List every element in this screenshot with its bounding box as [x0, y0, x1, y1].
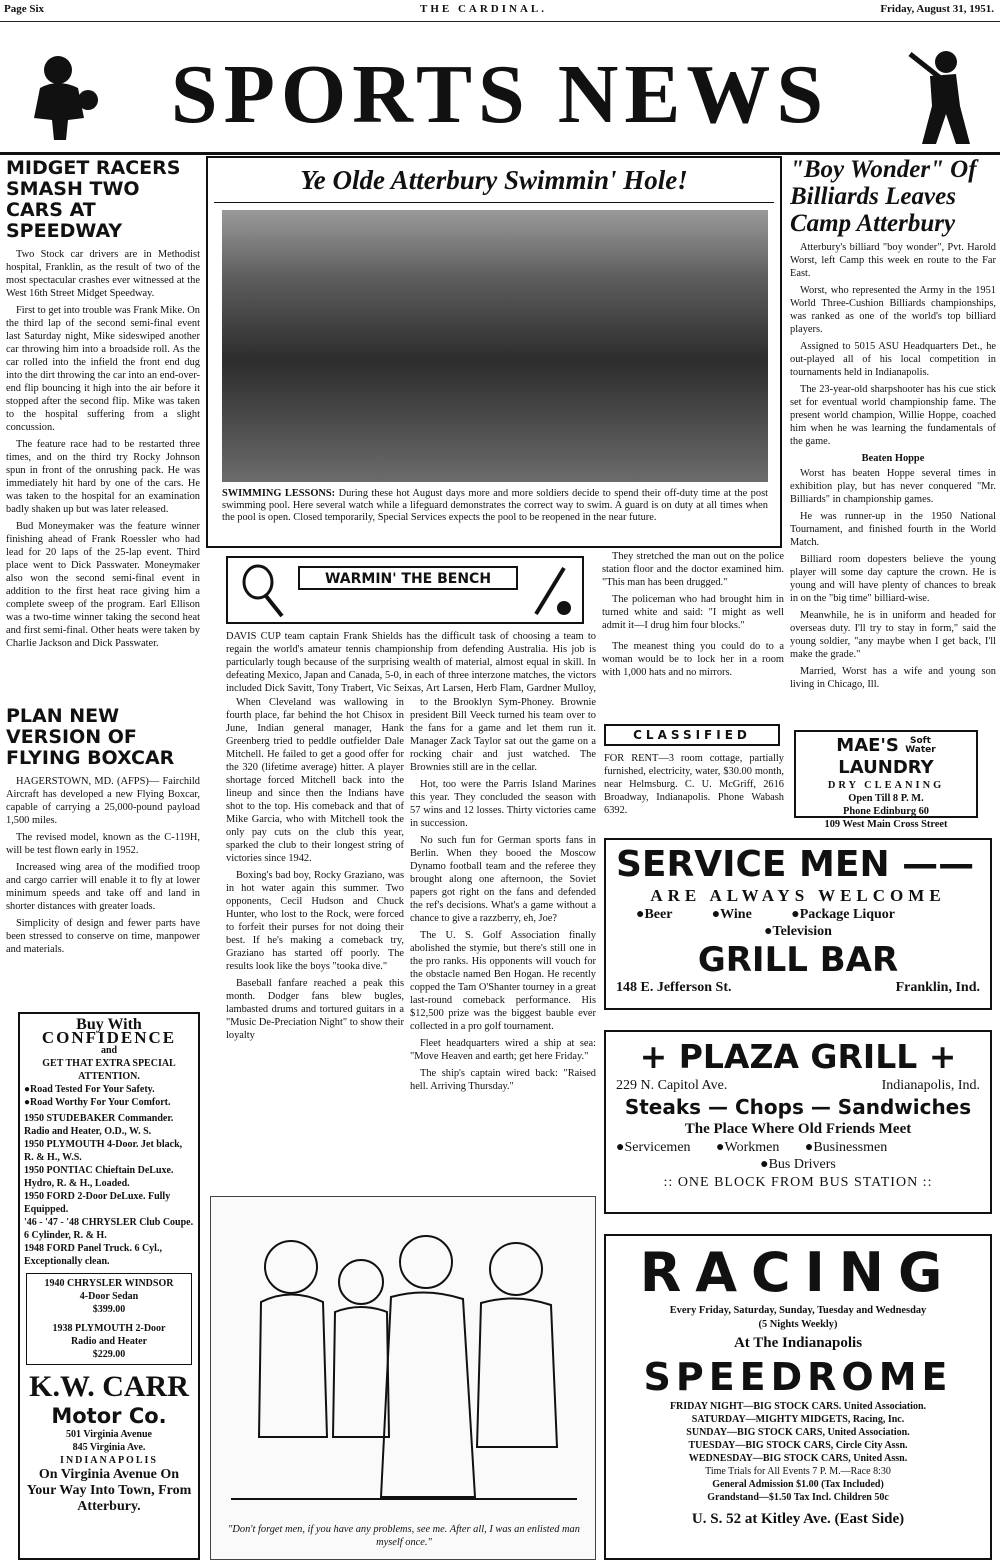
paragraph: The U. S. Golf Association finally abolished the stymie, but there's still one in the pro ranks. His opponents will vouch for the obstacle named Ben Hogan. He recently copped the Tam O'Shanter tourney in a great last-round comeback performance. His $12,500 prize was the biggest bauble ever collected in a pro golf tournament.	[410, 930, 596, 1032]
racing-location: U. S. 52 at Kitley Ave. (East Side)	[691, 1511, 905, 1527]
dealer-slogan: On Virginia Avenue On Your Way Into Town, From Atterbury.	[26, 1467, 192, 1514]
maes-hours: Open Till 8 P. M.	[848, 793, 924, 804]
paragraph: Simplicity of design and fewer parts have been stressed to conserve on time, manpower and materials.	[6, 918, 200, 955]
car-listing: 1948 FORD Panel Truck. 6 Cyl., Exceptionally clean.	[24, 1243, 162, 1267]
paragraph: When Cleveland was wallowing in fourth place, far behind the hot Chisox in June, Indian general manager, Hank Greenberg tried to peddle outfielder Dale Mitchell. He failed to get a good offer for the 320 (lifetime average) hitter. A player shortage forced Mitchell back into the lineup and since then the Indians have shot to the top. His comeback and that of Mike Garcia, who with Mitchell took the only pay cuts on the club this year, sparked the club to their longest string of victories since 1942.	[226, 697, 404, 864]
bench-column-2	[410, 696, 596, 1186]
maes-name: MAE'S	[836, 735, 899, 756]
photo-feature	[206, 156, 782, 548]
plaza-menu: Steaks — Chops — Sandwiches	[624, 1095, 972, 1119]
car-listing: 1950 PONTIAC Chieftain DeLuxe. Hydro, R. & H., Loaded.	[24, 1165, 174, 1189]
cartoon-caption: "Don't forget men, if you have any problems, see me. After all, I was an enlisted man myself once."	[228, 1524, 580, 1548]
paragraph: Worst, who represented the Army in the 1951 World Three-Cushion Billiards championships, was ranked as one of the world's top billiard players.	[790, 285, 996, 335]
racing-schedule-row: SUNDAY—BIG STOCK CARS, United Association.	[686, 1427, 910, 1438]
ad-maes-laundry	[794, 730, 978, 830]
grill-welcome: ARE ALWAYS WELCOME	[650, 886, 946, 905]
racket-icon	[238, 564, 288, 618]
paragraph: Two Stock car drivers are in Methodist hospital, Franklin, as the result of two of the most spectacular crashes ever witnessed at the West 16th Street Midget Speedway.	[6, 249, 200, 299]
photo-title: Ye Olde Atterbury Swimmin' Hole!	[214, 158, 774, 203]
subhead-beaten-hoppe: Beaten Hoppe	[861, 453, 925, 464]
swimming-pool-photo	[222, 210, 768, 482]
photo-caption	[222, 488, 768, 524]
jokes-column	[602, 550, 784, 716]
racing-schedule-row: WEDNESDAY—BIG STOCK CARS, United Assn.	[688, 1453, 908, 1464]
story-billiards	[790, 156, 996, 722]
paragraph: The meanest thing you could do to a woman would be to lock her in a room with 1,000 hats and no mirrors.	[602, 641, 784, 678]
headline-midget-racers: MIDGET RACERS SMASH TWO CARS AT SPEEDWAY	[6, 158, 181, 242]
paragraph: Meanwhile, he is in uniform and headed for overseas duty. I'll try to stay in form," said the young soldier, "any maybe when I get back, I'll make the grade."	[790, 610, 996, 660]
bench-title: WARMIN' THE BENCH	[298, 566, 518, 590]
plaza-name: + PLAZA GRILL +	[639, 1037, 957, 1076]
paragraph: Atterbury's billiard "boy wonder", Pvt. Harold Worst, left Camp this week en route to the Far East.	[790, 242, 996, 279]
racing-at: At The Indianapolis	[733, 1335, 863, 1351]
paragraph: Assigned to 5015 ASU Headquarters Det., he out-played all of his local competition in tournaments held in Indianapolis.	[790, 341, 996, 378]
ad-line: Buy With	[76, 1016, 142, 1033]
grill-name: GRILL BAR	[697, 940, 899, 980]
masthead-rule	[0, 152, 1000, 155]
paragraph: HAGERSTOWN, MD. (AFPS)— Fairchild Aircraft has developed a new Flying Boxcar, capable of carrying a 25,000-pound payload 1,500 miles.	[6, 776, 200, 826]
racing-schedule-row: SATURDAY—MIGHTY MIDGETS, Racing, Inc.	[691, 1414, 905, 1425]
grill-item: ●Beer	[636, 907, 673, 922]
plaza-footer: :: ONE BLOCK FROM BUS STATION ::	[663, 1175, 933, 1190]
story-flying-boxcar	[6, 706, 200, 1006]
grill-item: ●Wine	[711, 907, 752, 922]
special-price: $229.00	[92, 1349, 126, 1360]
grill-item: ●Package Liquor	[791, 907, 896, 922]
plaza-who: ●Servicemen	[616, 1140, 691, 1155]
plaza-city: Indianapolis, Ind.	[881, 1078, 980, 1093]
batter-figure-icon	[890, 44, 986, 152]
masthead-title: SPORTS NEWS	[170, 48, 830, 141]
dealer-name: K.W. CARR	[29, 1370, 189, 1403]
paragraph: Married, Worst has a wife and young son living in Chicago, Ill.	[790, 666, 996, 690]
racing-nights: (5 Nights Weekly)	[758, 1319, 838, 1330]
cartoon-drawing-icon	[231, 1207, 577, 1517]
special-detail: 4-Door Sedan	[79, 1291, 139, 1302]
story-midget-racers	[6, 158, 200, 698]
plaza-who: ●Businessmen	[804, 1140, 888, 1155]
paragraph: Increased wing area of the modified troop and cargo carrier will enable it to fly at lower minimum speeds and take off and land in shorter distances with greater loads.	[6, 862, 200, 912]
catcher-figure-icon	[18, 48, 108, 148]
ad-line: CONFIDENCE	[41, 1028, 177, 1047]
maes-dry-cleaning: DRY CLEANING	[827, 780, 945, 791]
grill-address: 148 E. Jefferson St.	[616, 980, 732, 995]
bench-lead	[226, 630, 596, 696]
paragraph: The feature race had to be restarted three times, and on the third try Rocky Johnson spun in front of the onrushing pack. He was immediately hit hard by one of the cars. He was taken to the hospital for an examination badly shaken up but was later released.	[6, 439, 200, 515]
paragraph: They stretched the man out on the police station floor and the doctor examined him. "This man has been drugged."	[602, 551, 784, 588]
maes-water: Water	[905, 745, 936, 755]
plaza-who: ●Bus Drivers	[760, 1157, 836, 1172]
paragraph: The policeman who had brought him in turned white and said: "I might as well admit it—I drug him four blocks."	[602, 594, 784, 631]
classified-header: CLASSIFIED	[604, 724, 780, 746]
paragraph: Hot, too were the Parris Island Marines this year. They concluded the season with 57 wins and 12 losses. Thirty victories came in succession.	[410, 779, 596, 829]
racing-trials: Time Trials for All Events 7 P. M.—Race 8:30	[705, 1466, 891, 1477]
special-price: $399.00	[92, 1304, 126, 1315]
grill-tv: ●Television	[764, 924, 832, 939]
cartoon-panel	[210, 1196, 596, 1560]
paragraph: First to get into trouble was Frank Mike. On the third lap of the second semi-final event last Saturday night, Mike sideswiped another car throwing him into a broadside roll. As the car rolled into the infield the front end dug into the dirt throwing the car into an end-over-end flip bouncing it high into the air before it stopped after the second flip. Mike was taken to the hospital suffering from a slight concussion.	[6, 305, 200, 433]
ad-bullet: ●Road Worthy For Your Comfort.	[24, 1097, 171, 1108]
bench-banner	[226, 556, 584, 624]
paragraph: FOR RENT—3 room cottage, partially furnished, electricity, water, $30.00 month, near Helmsburg. C. U. McGriff, 2616 Broadway, Indianapolis. Phone Wabash 6392.	[604, 753, 784, 816]
special-name: 1938 PLYMOUTH 2-Door	[52, 1323, 166, 1334]
maes-laundry: LAUNDRY	[838, 757, 934, 778]
headline-billiards: "Boy Wonder" Of Billiards Leaves Camp Atterbury	[790, 156, 977, 237]
paragraph: Worst has beaten Hoppe several times in exhibition play, but has never conquered "Mr. Billiards" in championship games.	[790, 468, 996, 505]
car-listing: '46 - '47 - '48 CHRYSLER Club Coupe. 6 Cylinder, R. & H.	[24, 1217, 194, 1241]
paragraph: DAVIS CUP team captain Frank Shields has the difficult task of choosing a team to regain the world's amateur tennis championship from defending Australia. His job is particularly tough because of the surprising wealth of material, almost equal in skill. In defeating Mexico, Japan and Canada, 5-0, in each of three interzone matches, the victors included Dick Savitt, Tony Trabert, Vic Seixas, Art Larsen, Herb Flam, Gardner Mulloy,	[226, 631, 596, 694]
special-cars-box	[26, 1273, 192, 1365]
dealer-address: 845 Virginia Ave.	[72, 1442, 146, 1453]
ad-plaza-grill	[604, 1030, 992, 1214]
issue-date: Friday, August 31, 1951.	[880, 3, 994, 15]
paragraph: Bud Moneymaker was the feature winner finishing ahead of Frank Roessler who had lead for 20 laps of the 25-lap event. Third place went to Dick Passwater. Moneymaker also won the second semi-final event in addition to the first heat race giving him a complete sweep of the program. Earl Ellison was a two-time winner taking the second heat and first semi-final. Other heats were taken by Charlie Jackson and Dick Passwater.	[6, 521, 200, 649]
caption-lead: SWIMMING LESSONS:	[222, 488, 336, 499]
headline-flying-boxcar: PLAN NEW VERSION OF FLYING BOXCAR	[6, 706, 175, 769]
paragraph: No such fun for German sports fans in Berlin. When they booed the Moscow Dynamo football team and the referee they brought along one afternoon, the Soviet papers got right on the fans and defended the ref's decisions. What's a game without a chance to give a razzberry, eh, Joe?	[410, 835, 596, 924]
paragraph: Baseball fanfare reached a peak this month. Dodger fans blew bugles, lambasted drums and tortured guitars in a "Music De-Preciation Night" to show their loyalty	[226, 978, 404, 1041]
dealer-subname: Motor Co.	[51, 1404, 167, 1428]
page-number: Page Six	[4, 3, 45, 15]
racing-admission: Grandstand—$1.50 Tax Incl. Children 50c	[707, 1492, 889, 1503]
car-listing: 1950 STUDEBAKER Commander. Radio and Heater, O.D., W. S.	[24, 1113, 174, 1137]
plaza-who: ●Workmen	[716, 1140, 780, 1155]
paragraph: The 23-year-old sharpshooter has his cue stick set for eventual world championship fame. The present world champion, Willie Hoppe, coached him when he was learning the fundamentals of the game.	[790, 384, 996, 447]
plaza-address: 229 N. Capitol Ave.	[616, 1078, 728, 1093]
maes-soft: Soft	[910, 736, 931, 746]
paragraph: Fleet headquarters wired a ship at sea: "Move Heaven and earth; get here Friday."	[410, 1038, 596, 1062]
racing-schedule-row: TUESDAY—BIG STOCK CARS, Circle City Assn.	[688, 1440, 908, 1451]
ad-racing	[604, 1234, 992, 1560]
special-detail: Radio and Heater	[70, 1336, 148, 1347]
dealer-address: 501 Virginia Avenue	[66, 1429, 152, 1440]
paragraph: The ship's captain wired back: "Raised hell. Arriving Thursday."	[410, 1068, 596, 1092]
ad-grill-bar	[604, 838, 992, 1010]
car-listing: 1950 FORD 2-Door DeLuxe. Fully Equipped.	[24, 1191, 171, 1215]
grill-headline: SERVICE MEN ——	[616, 844, 975, 885]
ad-line: and	[100, 1045, 118, 1056]
car-listing: 1950 PLYMOUTH 4-Door. Jet black, R. & H., W.S.	[24, 1139, 183, 1163]
paragraph: The revised model, known as the C-119H, will be test flown early in 1952.	[6, 832, 200, 856]
classified-listing	[604, 752, 784, 832]
paper-name: THE CARDINAL.	[420, 3, 548, 15]
racing-venue: SPEEDROME	[643, 1355, 953, 1399]
racing-days: Every Friday, Saturday, Sunday, Tuesday and Wednesday	[669, 1305, 927, 1316]
paragraph: Billiard room dopesters believe the young player will some day capture the crown. He is young and will have plenty of chances to break in on the "big time" billiard-wise.	[790, 554, 996, 604]
maes-phone: Phone Edinburg 60	[842, 806, 930, 817]
grill-city: Franklin, Ind.	[895, 980, 980, 995]
racing-schedule-row: FRIDAY NIGHT—BIG STOCK CARS. United Association.	[669, 1401, 927, 1412]
dealer-city: INDIANAPOLIS	[60, 1455, 158, 1466]
paragraph: to the Brooklyn Sym-Phoney. Brownie president Bill Veeck turned his team over to the fans for a game and let them run it. Manager Zack Taylor sat out the game on a rocking chair and just watched. The Brownies still are in the cellar.	[410, 697, 596, 773]
special-name: 1940 CHRYSLER WINDSOR	[44, 1278, 174, 1289]
golf-club-icon	[524, 564, 578, 620]
caption-text: During these hot August days more and more soldiers decide to spend their off-duty time at the post swimming pool. Here several watch while a lifeguard demonstrates the correct way to swim. A guard is on duty at all times when the pool is open. Closed temporarily, Special Services expects the pool to be reopened in the near future.	[222, 488, 769, 523]
page-header	[0, 0, 1000, 22]
plaza-tagline: The Place Where Old Friends Meet	[684, 1121, 912, 1137]
racing-title: RACING	[639, 1241, 957, 1304]
paragraph: He was runner-up in the 1950 National Tournament, and finished fourth in the World Match.	[790, 511, 996, 548]
racing-admission: General Admission $1.00 (Tax Included)	[712, 1479, 884, 1490]
paragraph: Boxing's bad boy, Rocky Graziano, was in hot water again this summer. Two opponents, Cecil Hudson and Chuck Hunter, who lost to the Rock, were forced to forfeit their purses for not doing their best. If he's making a comeback try, Graziano has started off poorly. The results look like the boys "tooka dive."	[226, 870, 404, 972]
ad-bullet: ●Road Tested For Your Safety.	[24, 1084, 155, 1095]
ad-line: GET THAT EXTRA SPECIAL ATTENTION.	[42, 1058, 176, 1082]
maes-address: 109 West Main Cross Street	[824, 819, 948, 830]
ad-kw-carr	[18, 1012, 200, 1560]
bench-column-1	[226, 696, 404, 1186]
